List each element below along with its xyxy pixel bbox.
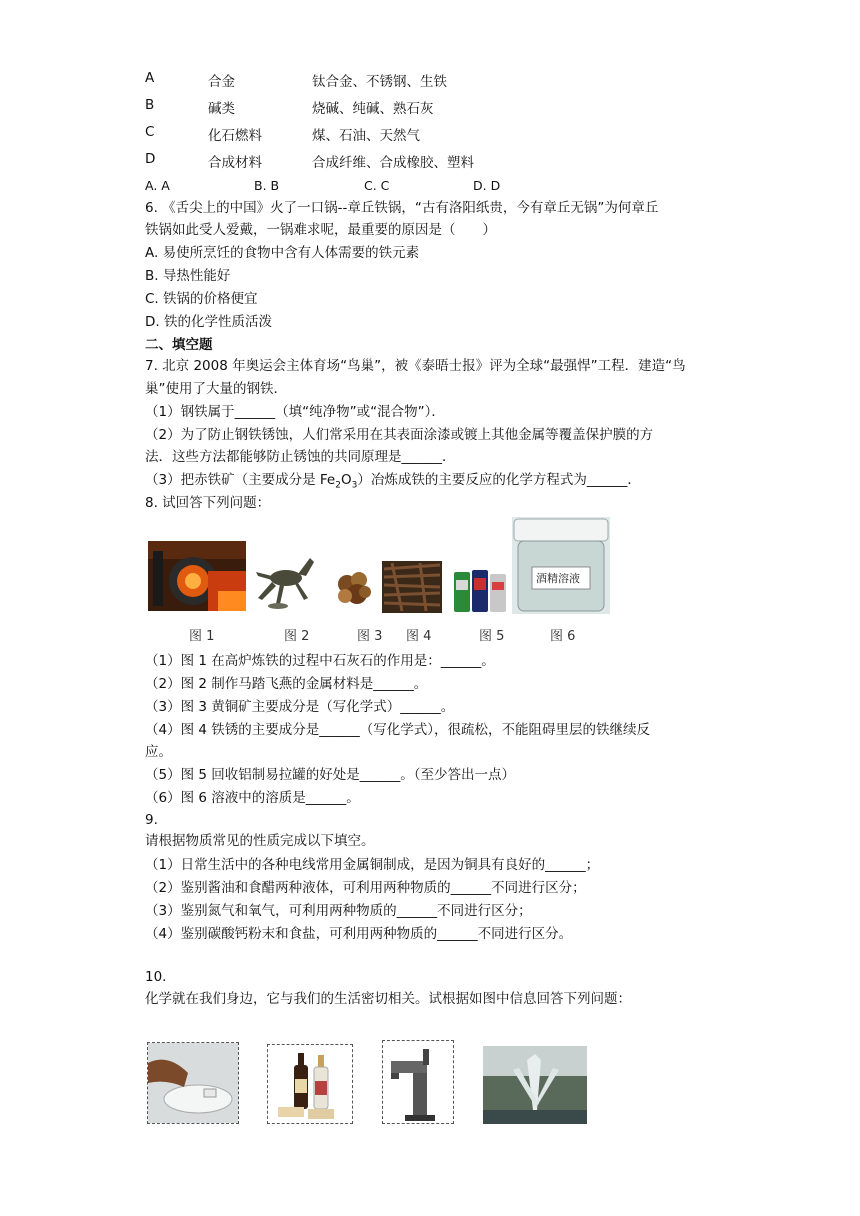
figure-5-aluminum-cans-image [452, 564, 510, 614]
answer-choice-d[interactable]: D. D [473, 178, 501, 193]
q7-stem-line2: 巢”使用了大量的钢铁． [145, 381, 287, 397]
section-title-fill-in: 二、填空题 [145, 337, 213, 353]
q9-sub3: （3）鉴别氮气和氧气，可利用两种物质的______不同进行区分； [145, 903, 532, 919]
option-examples: 钛合金、不锈钢、生铁 [312, 74, 447, 90]
q10-figure-hand-washing-image [147, 1042, 239, 1124]
q8-sub2: （2）图 2 制作马踏飞燕的金属材料是______。 [145, 676, 428, 692]
q6-option-b[interactable]: B. 导热性能好 [145, 268, 231, 284]
figure-6-alcohol-solution-bottle-image [512, 517, 610, 614]
option-examples: 烧碱、纯碱、熟石灰 [312, 101, 434, 117]
q7-sub2-line2: 法．这些方法都能够防止锈蚀的共同原理是______． [145, 449, 456, 465]
q9-number: 9. [145, 812, 158, 828]
q8-sub6: （6）图 6 溶液中的溶质是______。 [145, 790, 360, 806]
answer-choice-b[interactable]: B. B [254, 178, 280, 193]
option-row-b [0, 97, 860, 117]
answer-choice-a[interactable]: A. A [145, 178, 170, 193]
figure-1-caption: 图 1 [189, 629, 215, 644]
q10-figure-soy-sauce-vinegar-image [267, 1044, 353, 1124]
option-category: 化石燃料 [208, 128, 262, 144]
q8-sub3: （3）图 3 黄铜矿主要成分是（写化学式）______。 [145, 699, 455, 715]
q7-sub3-oxygen: O [340, 472, 352, 488]
option-category: 碱类 [208, 101, 235, 117]
option-key: A [145, 70, 155, 86]
q8-sub4-line1: （4）图 4 铁锈的主要成分是______（写化学式），很疏松，不能阻碍里层的铁继续反 [145, 722, 651, 738]
q7-sub1: （1）钢铁属于______（填“纯净物”或“混合物”）． [145, 404, 445, 420]
q9-sub1: （1）日常生活中的各种电线常用金属铜制成，是因为铜具有良好的______； [145, 857, 600, 873]
q7-sub2-line1: （2）为了防止钢铁锈蚀，人们常采用在其表面涂漆或镀上其他金属等覆盖保护膜的方 [145, 427, 654, 443]
q6-stem-line2: 铁锅如此受人爱戴，一锅难求呢，最重要的原因是（ ） [145, 222, 496, 238]
q8-sub4-line2: 应。 [145, 744, 172, 760]
q8-sub5: （5）图 5 回收铝制易拉罐的好处是______。（至少答出一点） [145, 767, 516, 783]
q9-sub2: （2）鉴别酱油和食醋两种液体，可利用两种物质的______不同进行区分； [145, 880, 586, 896]
q9-sub4: （4）鉴别碳酸钙粉末和食盐，可利用两种物质的______不同进行区分。 [145, 926, 573, 942]
subscript: 2 [335, 480, 341, 491]
q10-number: 10. [145, 969, 167, 985]
figure-2-bronze-horse-image [250, 542, 322, 614]
option-examples: 煤、石油、天然气 [312, 128, 420, 144]
option-row-a [0, 70, 860, 90]
answer-choice-c[interactable]: C. C [364, 178, 390, 193]
option-key: B [145, 97, 155, 113]
q10-intro: 化学就在我们身边，它与我们的生活密切相关。试根据如图中信息回答下列问题： [145, 991, 631, 1007]
q6-stem-line1: 6. 《舌尖上的中国》火了一口锅--章丘铁锅，“古有洛阳纸贵，今有章丘无锅”为何章丘 [145, 200, 659, 216]
figure-5-caption: 图 5 [479, 629, 505, 644]
option-category: 合成材料 [208, 155, 262, 171]
q7-sub3 [145, 471, 641, 495]
figure-1-blast-furnace-image [148, 541, 246, 611]
bottle-label-text: 酒精溶液 [536, 572, 580, 585]
figure-4-caption: 图 4 [406, 629, 432, 644]
q10-figure-fountain-image [483, 1046, 587, 1124]
q6-option-d[interactable]: D. 铁的化学性质活泼 [145, 314, 272, 330]
q7-sub3-suffix: ）冶炼成铁的主要反应的化学方程式为______． [357, 472, 641, 488]
q7-stem-line1: 7. 北京 2008 年奥运会主体育场“鸟巢”，被《泰晤士报》评为全球“最强悍”工程．建造“鸟 [145, 358, 686, 374]
figure-3-caption: 图 3 [357, 629, 383, 644]
q8-title: 8. 试回答下列问题： [145, 495, 271, 511]
q10-figure-faucet-image [382, 1040, 454, 1124]
q6-option-c[interactable]: C. 铁锅的价格便宜 [145, 291, 258, 307]
option-key: D [145, 151, 156, 167]
option-examples: 合成纤维、合成橡胶、塑料 [312, 155, 474, 171]
figure-2-caption: 图 2 [284, 629, 310, 644]
q8-sub1: （1）图 1 在高炉炼铁的过程中石灰石的作用是：______。 [145, 653, 495, 669]
q6-option-a[interactable]: A. 易使所烹饪的食物中含有人体需要的铁元素 [145, 245, 420, 261]
figure-3-chalcopyrite-image [333, 566, 375, 612]
option-category: 合金 [208, 74, 235, 90]
q9-intro: 请根据物质常见的性质完成以下填空。 [145, 833, 375, 849]
option-key: C [145, 124, 155, 140]
option-row-d [0, 151, 860, 171]
figure-4-rusty-nails-image [382, 561, 442, 613]
option-row-c [0, 124, 860, 144]
figure-6-caption: 图 6 [550, 629, 576, 644]
subscript: 3 [351, 480, 358, 491]
q7-sub3-prefix: （3）把赤铁矿（主要成分是 Fe [145, 472, 336, 488]
